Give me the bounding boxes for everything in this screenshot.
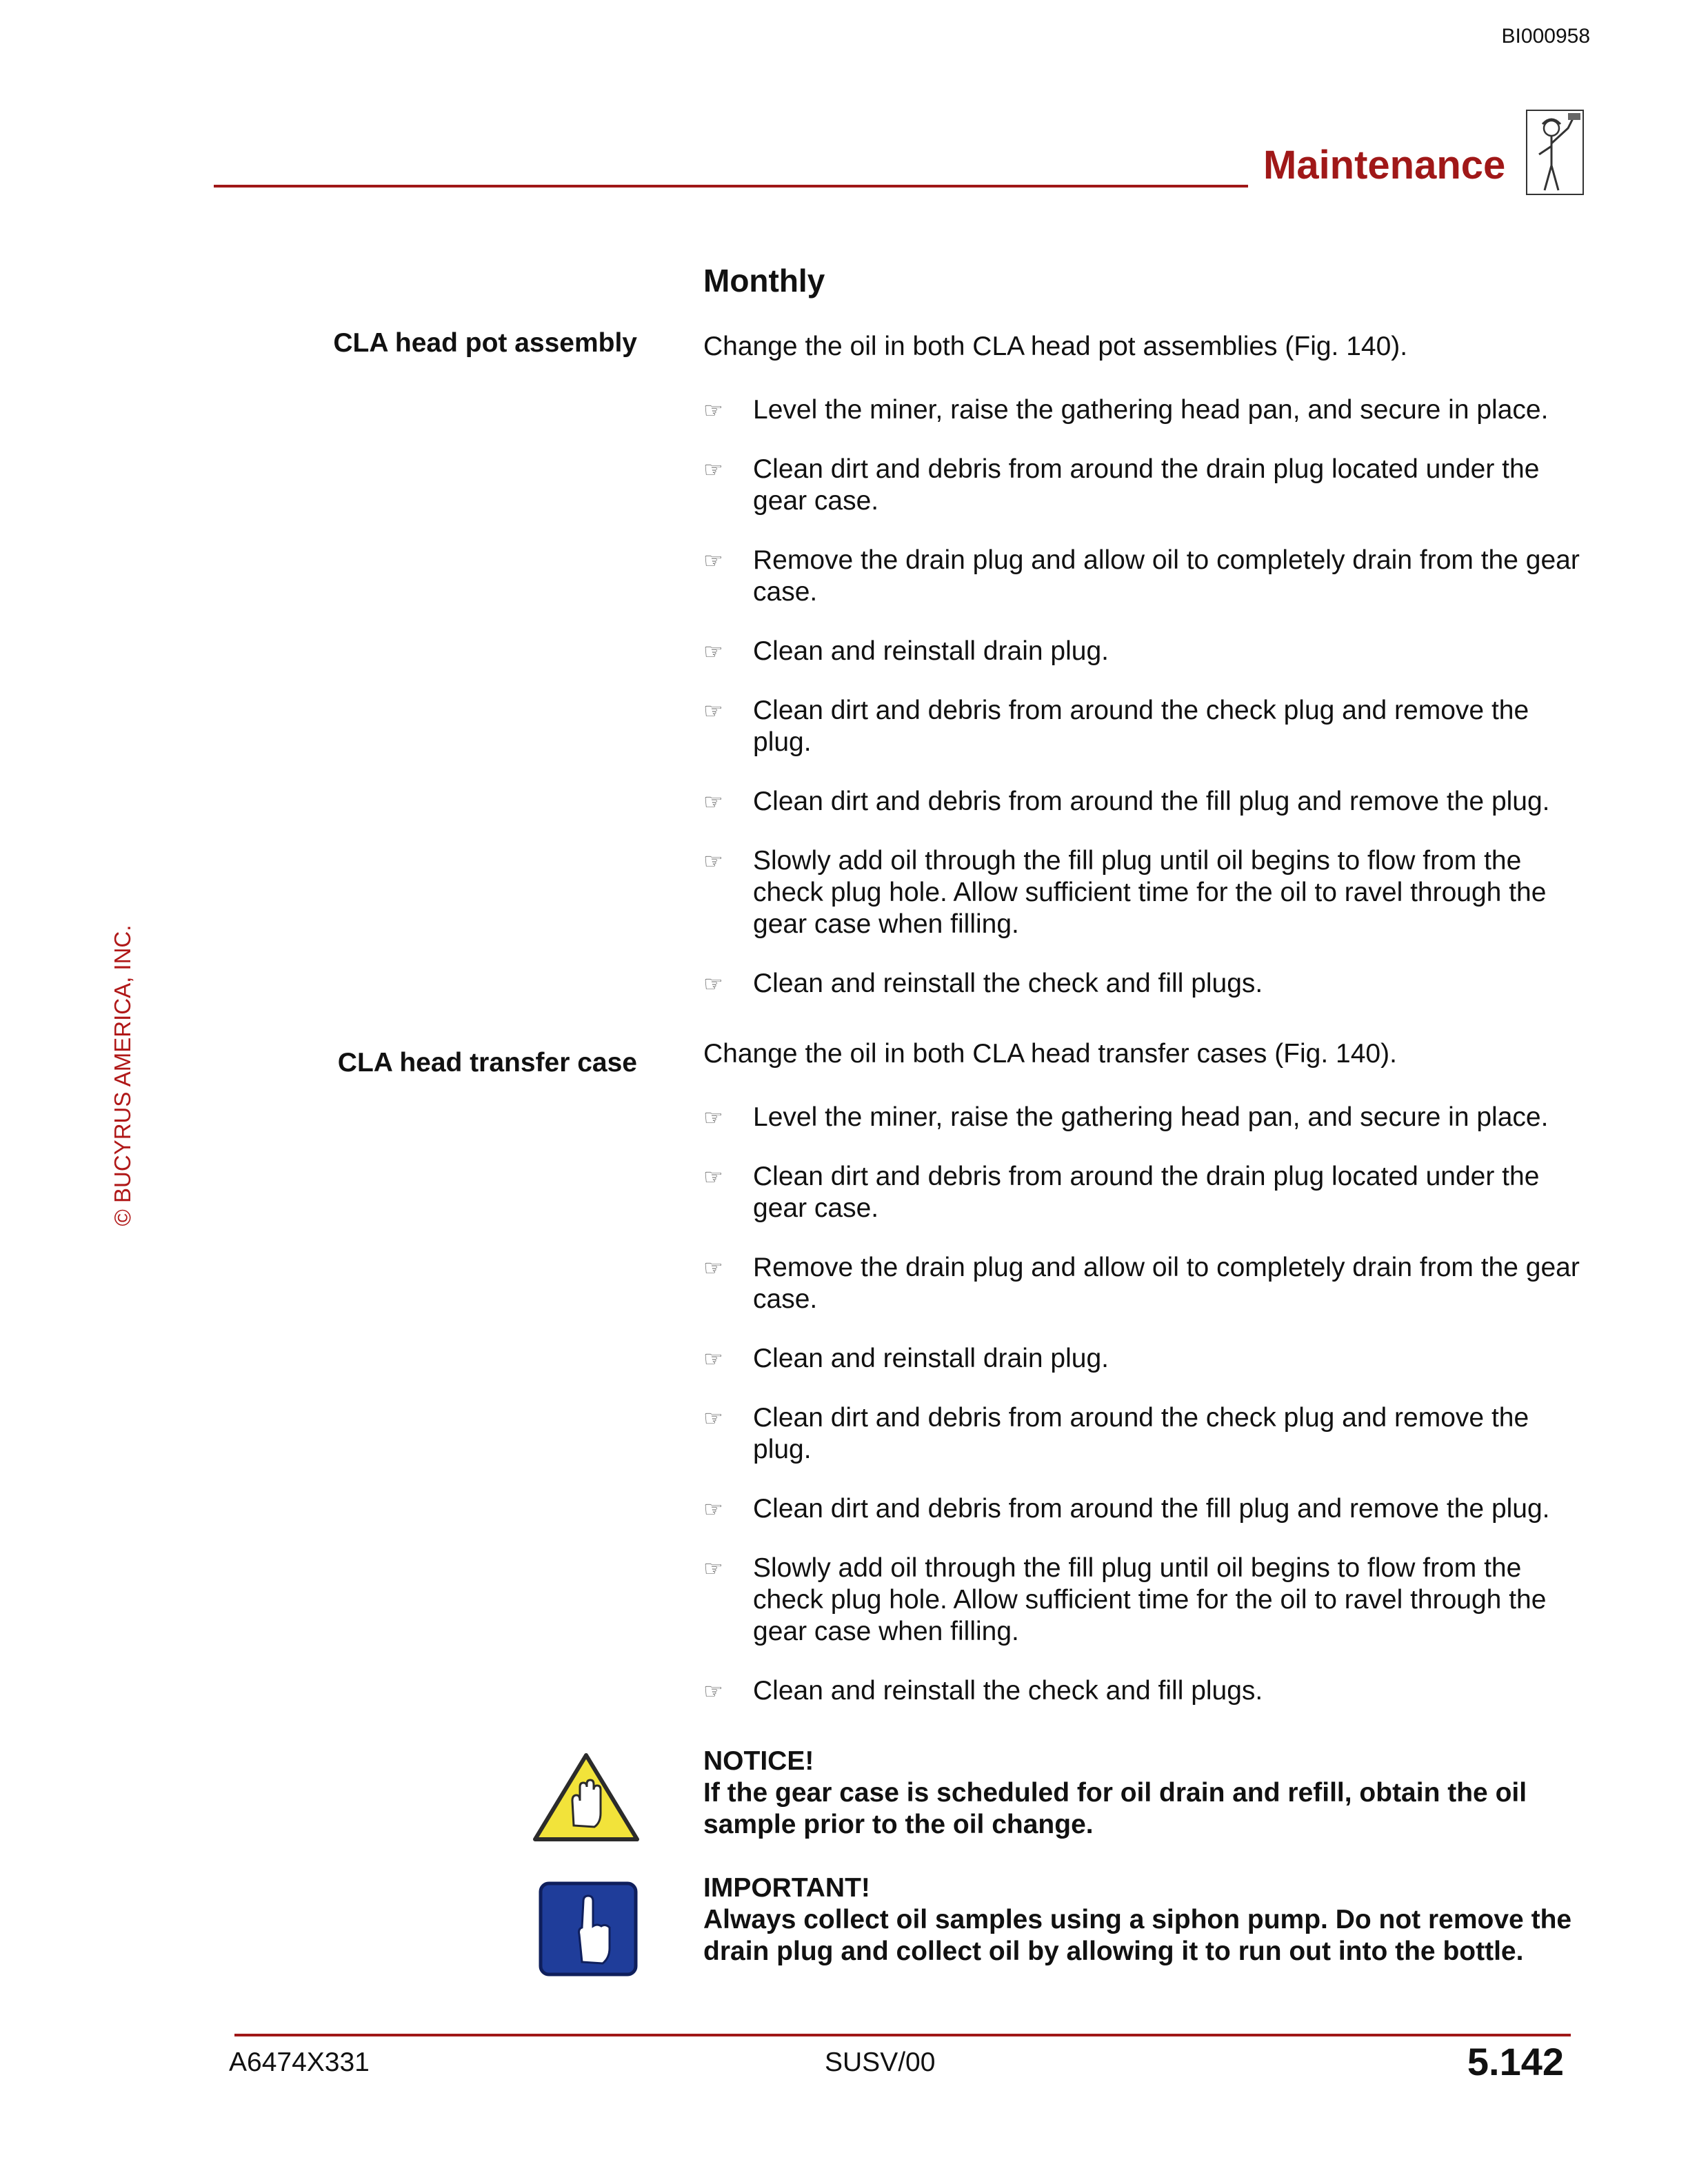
pointing-hand-icon: ☞: [703, 398, 723, 423]
notice-title: NOTICE!: [703, 1746, 814, 1776]
pointing-hand-icon: ☞: [703, 1497, 723, 1521]
step-item: ☞ Slowly add oil through the fill plug until oil begins to flow from the check plug hole. Allow sufficient time for the oil to ravel through the gear case when filling.: [703, 1553, 1547, 1646]
step-item: ☞ Remove the drain plug and allow oil to completely drain from the gear case.: [703, 545, 1580, 607]
pointing-hand-icon: ☞: [703, 1164, 723, 1189]
pointing-finger-icon: [538, 1881, 639, 1977]
step-item: ☞ Remove the drain plug and allow oil to completely drain from the gear case.: [703, 1253, 1580, 1314]
pointing-hand-icon: ☞: [703, 1556, 723, 1581]
step-item: ☞ Level the miner, raise the gathering head pan, and secure in place.: [703, 395, 1549, 425]
mechanic-icon: [1524, 108, 1586, 197]
step-item: ☞ Clean dirt and debris from around the check plug and remove the plug.: [703, 1403, 1529, 1464]
footer-rule: [234, 2034, 1571, 2036]
copyright-notice: © BUCYRUS AMERICA, INC.: [110, 924, 135, 1226]
important-block: [703, 1872, 1586, 1968]
step-item: ☞ Clean and reinstall the check and fill plugs.: [703, 1676, 1263, 1706]
page-heading: Monthly: [703, 263, 825, 299]
step-item: ☞ Clean dirt and debris from around the drain plug located under the gear case.: [703, 454, 1540, 516]
pointing-hand-icon: ☞: [703, 698, 723, 723]
document-id: BI000958: [1501, 25, 1590, 48]
pointing-hand-icon: ☞: [703, 1406, 723, 1430]
pointing-hand-icon: ☞: [703, 548, 723, 573]
step-item: ☞ Clean and reinstall drain plug.: [703, 636, 1109, 666]
important-title: IMPORTANT!: [703, 1873, 870, 1903]
pointing-hand-icon: ☞: [703, 789, 723, 814]
step-item: ☞ Clean and reinstall the check and fill plugs.: [703, 969, 1263, 998]
step-item: ☞ Clean dirt and debris from around the drain plug located under the gear case.: [703, 1162, 1540, 1223]
section-label-pot-assembly: CLA head pot assembly: [333, 328, 637, 358]
notice-block: [703, 1746, 1586, 1841]
pointing-hand-icon: ☞: [703, 457, 723, 482]
caution-hand-icon: [531, 1751, 641, 1843]
section-title: Maintenance: [1263, 143, 1506, 188]
section-intro: Change the oil in both CLA head transfer cases (Fig. 140).: [703, 1039, 1397, 1069]
section-label-transfer-case: CLA head transfer case: [337, 1048, 637, 1078]
header-rule: [214, 185, 1248, 188]
pointing-hand-icon: ☞: [703, 639, 723, 664]
pointing-hand-icon: ☞: [703, 1679, 723, 1703]
pointing-hand-icon: ☞: [703, 849, 723, 873]
step-item: ☞ Clean and reinstall drain plug.: [703, 1344, 1109, 1373]
section-intro: Change the oil in both CLA head pot assemblies (Fig. 140).: [703, 332, 1408, 361]
footer-part-number: A6474X331: [229, 2048, 370, 2077]
step-item: ☞ Clean dirt and debris from around the check plug and remove the plug.: [703, 696, 1529, 757]
pointing-hand-icon: ☞: [703, 971, 723, 996]
pointing-hand-icon: ☞: [703, 1105, 723, 1130]
pointing-hand-icon: ☞: [703, 1346, 723, 1371]
notice-text: If the gear case is scheduled for oil drain and refill, obtain the oil sample prior to the oil change.: [703, 1778, 1527, 1839]
footer-revision: SUSV/00: [825, 2048, 936, 2077]
page-number: 5.142: [1467, 2040, 1564, 2083]
step-item: ☞ Clean dirt and debris from around the fill plug and remove the plug.: [703, 787, 1550, 816]
pointing-hand-icon: ☞: [703, 1255, 723, 1280]
important-text: Always collect oil samples using a siphon pump. Do not remove the drain plug and collect oil by allowing it to run out into the bottle.: [703, 1905, 1572, 1966]
step-item: ☞ Level the miner, raise the gathering head pan, and secure in place.: [703, 1102, 1549, 1132]
step-item: ☞ Slowly add oil through the fill plug until oil begins to flow from the check plug hole. Allow sufficient time for the oil to ravel through the gear case when filling.: [703, 846, 1547, 939]
step-item: ☞ Clean dirt and debris from around the fill plug and remove the plug.: [703, 1494, 1550, 1524]
